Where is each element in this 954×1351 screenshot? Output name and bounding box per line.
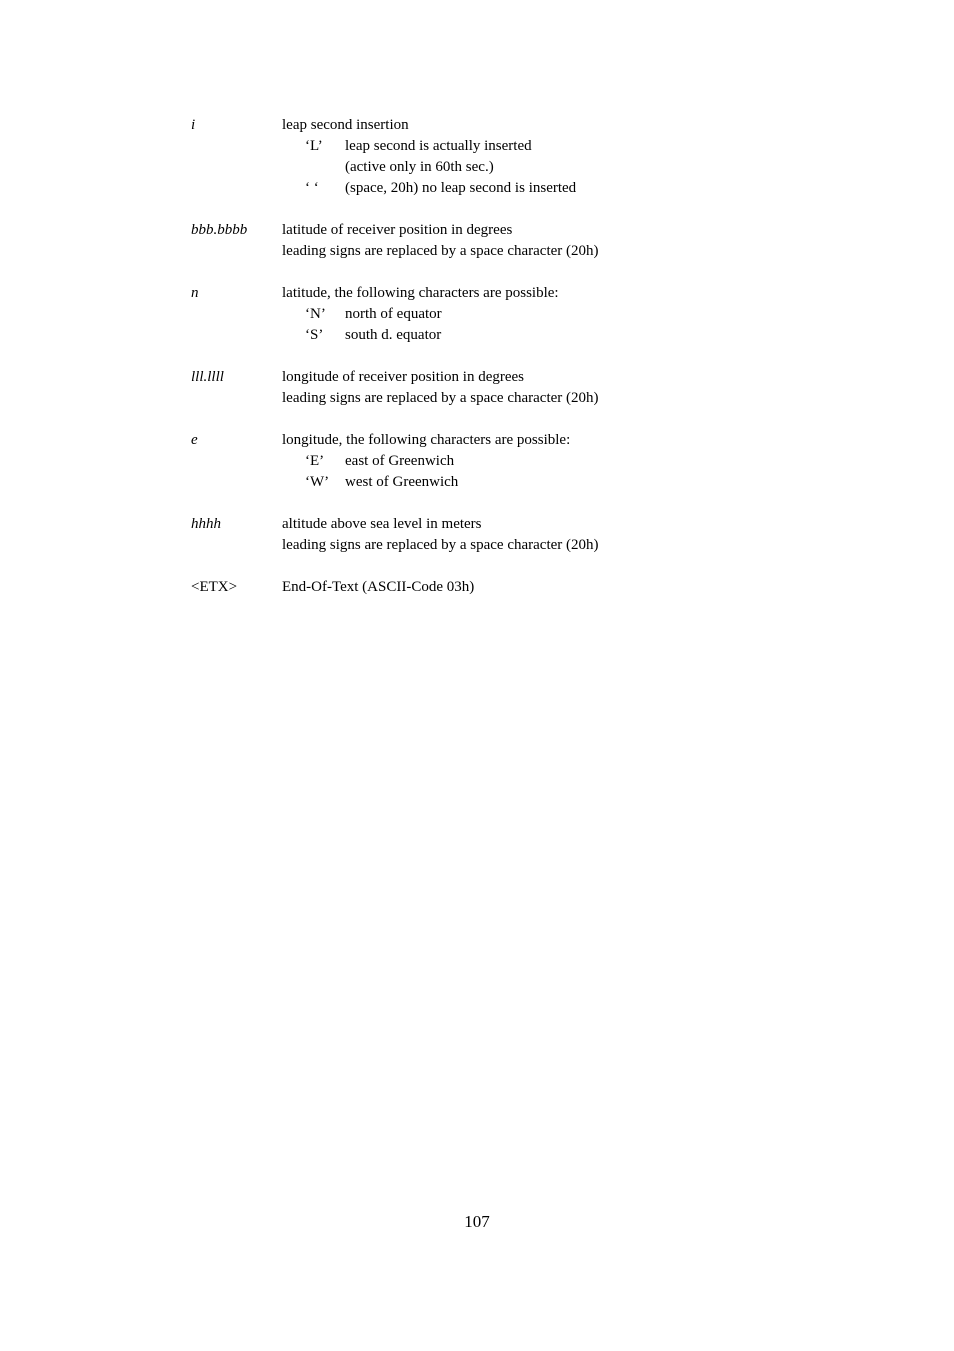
field-term: hhhh (191, 516, 221, 532)
option-text: (active only in 60th sec.) (345, 159, 494, 175)
field-description (282, 430, 831, 493)
option-code: ‘S’ (305, 327, 324, 343)
description-line: leading signs are replaced by a space character (20h) (282, 390, 599, 406)
field-entry-longitude-hemisphere (191, 430, 831, 493)
option-text: leap second is actually inserted (345, 138, 532, 154)
option-code: ‘W’ (305, 474, 330, 490)
description-line: leap second insertion (282, 117, 409, 133)
field-term: i (191, 117, 196, 133)
description-line: leading signs are replaced by a space character (20h) (282, 243, 599, 259)
field-entry-altitude (191, 514, 831, 556)
description-line: latitude of receiver position in degrees (282, 222, 513, 238)
field-description (282, 367, 831, 409)
description-line: altitude above sea level in meters (282, 516, 482, 532)
field-term: bbb.bbbb (191, 222, 248, 238)
option-text: south d. equator (345, 327, 442, 343)
option-text: east of Greenwich (345, 453, 455, 469)
description-line: End-Of-Text (ASCII-Code 03h) (282, 579, 475, 595)
option-row (282, 472, 831, 493)
field-entry-latitude-hemisphere (191, 283, 831, 346)
option-row (282, 178, 831, 199)
option-row (282, 157, 831, 178)
option-row (282, 325, 831, 346)
field-entry-longitude-value (191, 367, 831, 409)
option-row (282, 136, 831, 157)
option-code: ‘L’ (305, 138, 323, 154)
field-entry-leap-second (191, 115, 831, 199)
page-number: 107 (464, 1212, 490, 1231)
description-line: latitude, the following characters are possible: (282, 285, 559, 301)
field-description (282, 220, 831, 262)
description-line: leading signs are replaced by a space character (20h) (282, 537, 599, 553)
description-line: longitude, the following characters are possible: (282, 432, 571, 448)
option-row (282, 304, 831, 325)
field-description (282, 514, 831, 556)
option-code: ‘ ‘ (305, 180, 319, 196)
field-entry-etx (191, 577, 831, 598)
field-description (282, 577, 831, 598)
option-text: north of equator (345, 306, 442, 322)
option-code: ‘E’ (305, 453, 325, 469)
field-description (282, 115, 831, 199)
option-row (282, 451, 831, 472)
field-description (282, 283, 831, 346)
field-term: n (191, 285, 199, 301)
field-term: e (191, 432, 198, 448)
field-term: <ETX> (191, 579, 238, 595)
option-text: west of Greenwich (345, 474, 459, 490)
field-definition-list (191, 115, 831, 619)
field-term: lll.llll (191, 369, 224, 385)
option-code: ‘N’ (305, 306, 326, 322)
field-entry-latitude-value (191, 220, 831, 262)
description-line: longitude of receiver position in degrees (282, 369, 525, 385)
option-text: (space, 20h) no leap second is inserted (345, 180, 577, 196)
